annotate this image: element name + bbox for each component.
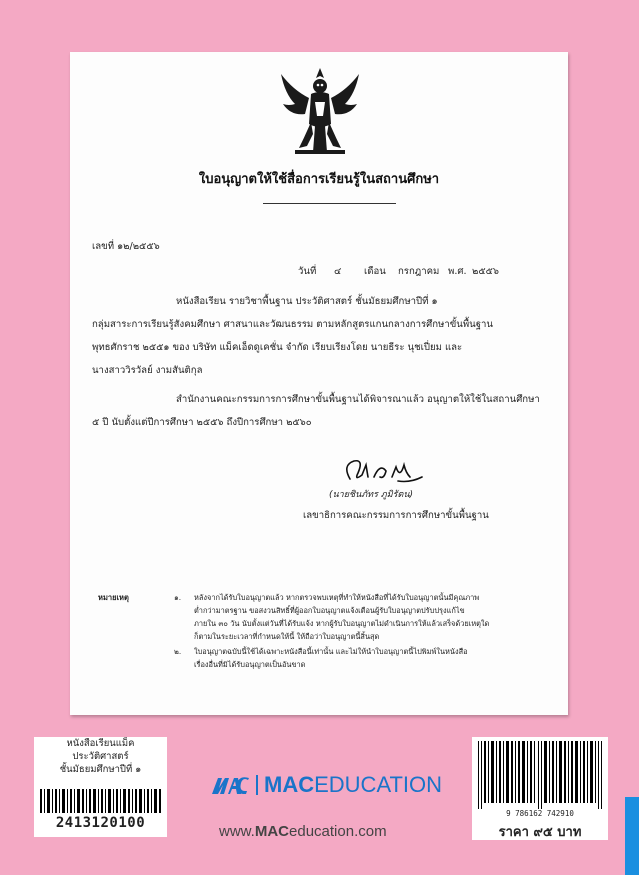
signatory-name: (นายชินภัทร ภูมิรัตน) <box>329 490 414 500</box>
date-month-label: เดือน <box>364 266 386 277</box>
note-line: เรื่องอื่นที่มิได้รับอนุญาตเป็นอันขาด <box>194 660 306 669</box>
date-year: ๒๕๕๖ <box>472 266 499 277</box>
url-prefix: www. <box>219 823 255 840</box>
license-document <box>70 52 568 715</box>
paragraph1-line: นางสาววิรวัลย์ งามสันติกุล <box>92 365 203 376</box>
note-line: หลังจากได้รับใบอนุญาตแล้ว หากตรวจพบเหตุที่ทำให้หนังสือที่ได้รับใบอนุญาตนั้นมีคุณภาพ <box>194 593 480 602</box>
garuda-emblem-icon <box>275 64 365 159</box>
edge-color-tab <box>625 797 639 875</box>
note-number: ๒. <box>174 647 182 656</box>
note-number: ๑. <box>174 593 182 602</box>
publisher-brand <box>210 770 442 800</box>
signatory-title: เลขาธิการคณะกรรมการการศึกษาขั้นพื้นฐาน <box>303 510 489 521</box>
brand-name-rest: EDUCATION <box>314 772 443 797</box>
note-line: ภายใน ๓๐ วัน นับตั้งแต่วันที่ได้รับแจ้ง หากผู้รับใบอนุญาตไม่ดำเนินการให้แล้วเสร็จด้วยเหตุใด <box>194 619 490 628</box>
label-line: ประวัติศาสตร์ <box>72 751 129 762</box>
paragraph1-line: หนังสือเรียน รายวิชาพื้นฐาน ประวัติศาสตร์ ชั้นมัธยมศึกษาปีที่ ๑ <box>176 296 438 307</box>
isbn-number: 9 786162 742910 <box>506 809 574 818</box>
label-line: หนังสือเรียนแม็ค <box>66 738 135 749</box>
url-suffix: education.com <box>289 823 387 840</box>
isbn-barcode-icon <box>476 741 604 809</box>
paragraph2-line: ๕ ปี นับตั้งแต่ปีการศึกษา ๒๕๕๖ ถึงปีการศึกษา ๒๕๖๐ <box>92 417 312 428</box>
label-line: ชั้นมัธยมศึกษาปีที่ ๑ <box>59 764 142 775</box>
date-month: กรกฎาคม <box>398 266 440 277</box>
book-code-label <box>34 737 167 837</box>
paragraph1-line: พุทธศักราช ๒๕๕๑ ของ บริษัท แม็คเอ็ดดูเคชั่น จำกัด เรียบเรียงโดย นายธีระ นุชเปี่ยม และ <box>92 342 463 353</box>
document-number: เลขที่ ๑๒/๒๕๕๖ <box>92 241 160 252</box>
date-year-label: พ.ศ. <box>448 266 467 277</box>
isbn-price-label <box>472 737 608 840</box>
brand-divider <box>256 775 258 795</box>
url-bold: MAC <box>254 823 290 840</box>
price-text: ราคา ๙๕ บาท <box>498 825 582 840</box>
book-code: 2413120100 <box>55 815 146 831</box>
mac-logo-icon <box>210 774 250 796</box>
barcode-small-icon <box>40 789 161 813</box>
title-underline <box>263 203 396 204</box>
publisher-url <box>219 823 387 840</box>
note-line: ใบอนุญาตฉบับนี้ใช้ได้เฉพาะหนังสือนี้เท่านั้น และไม่ให้นำใบอนุญาตนี้ไปพิมพ์ในหนังสือ <box>194 647 468 656</box>
brand-name-bold: MAC <box>264 772 315 797</box>
note-line: ก็ตามในระยะเวลาที่กำหนดให้นี้ ให้ถือว่าใบอนุญาตนี้สิ้นสุด <box>194 632 380 641</box>
notes-label: หมายเหตุ <box>98 593 129 602</box>
date-day-label: วันที่ <box>298 266 317 277</box>
paragraph1-line: กลุ่มสาระการเรียนรู้สังคมศึกษา ศาสนาและวัฒนธรรม ตามหลักสูตรแกนกลางการศึกษาขั้นพื้นฐาน <box>92 319 493 330</box>
signature-mark <box>340 455 430 487</box>
paragraph2-line: สำนักงานคณะกรรมการการศึกษาขั้นพื้นฐานได้พิจารณาแล้ว อนุญาตให้ใช้ในสถานศึกษา <box>176 394 540 405</box>
document-title: ใบอนุญาตให้ใช้สื่อการเรียนรู้ในสถานศึกษา <box>198 172 440 187</box>
note-line: ต่ำกว่ามาตรฐาน ขอสงวนสิทธิ์ที่ผู้ออกใบอนุญาตแจ้งเตือนผู้รับใบอนุญาตปรับปรุงแก้ไข <box>194 606 465 615</box>
date-day: ๔ <box>334 266 342 277</box>
